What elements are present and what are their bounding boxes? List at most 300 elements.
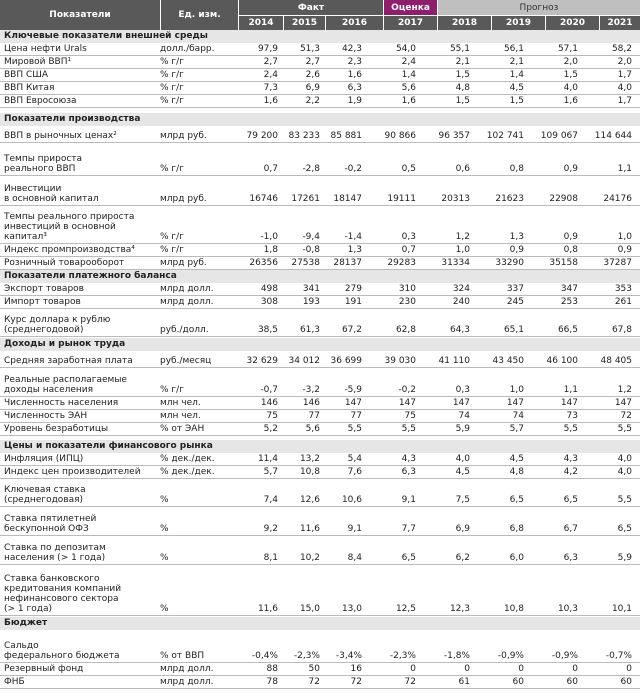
value-cell: 36 699	[330, 356, 362, 366]
value-cell: -5,9	[344, 385, 362, 395]
value-cell: 0	[518, 664, 524, 674]
table-row	[0, 206, 640, 244]
value-cell: 12,3	[449, 604, 470, 614]
value-cell: 10,2	[299, 553, 320, 563]
value-cell: 5,6	[401, 83, 416, 93]
value-cell: 4,0	[617, 454, 632, 464]
value-cell: 11,6	[257, 604, 278, 614]
value-cell: 43 450	[492, 356, 524, 366]
row-unit: млрд руб.	[160, 258, 207, 268]
value-cell: 96 357	[438, 131, 470, 141]
value-cell: 37287	[603, 258, 632, 268]
value-cell: 1,5	[563, 70, 578, 80]
value-cell: 28137	[333, 258, 362, 268]
table-row	[0, 536, 640, 565]
value-cell: 347	[560, 284, 578, 294]
row-label: Инфляция (ИПЦ)	[4, 454, 84, 464]
value-cell: 2,1	[455, 57, 470, 67]
value-cell: 79 200	[246, 131, 278, 141]
value-cell: 310	[398, 284, 416, 294]
row-label: ВВП Китая	[4, 83, 55, 93]
value-cell: 77	[308, 411, 320, 421]
value-cell: 12,6	[299, 495, 320, 505]
value-cell: 147	[614, 398, 632, 408]
value-cell: 10,6	[341, 495, 362, 505]
value-cell: 6,3	[401, 467, 416, 477]
row-label: Численность населения	[4, 398, 119, 408]
value-cell: 6,7	[563, 524, 578, 534]
section-heading: Ключевые показатели внешней среды	[0, 30, 640, 43]
value-cell: 1,6	[563, 96, 578, 106]
value-cell: 10,1	[611, 604, 632, 614]
value-cell: 10,8	[503, 604, 524, 614]
value-cell: -3,2	[302, 385, 320, 395]
value-cell: -1,0	[260, 232, 278, 242]
row-unit: руб./месяц	[160, 356, 212, 366]
row-unit: % от ЭАН	[160, 424, 205, 434]
header-year: 2016	[325, 15, 383, 30]
value-cell: -2,3%	[293, 651, 320, 661]
row-label: Уровень безработицы	[4, 424, 109, 434]
value-cell: 109 067	[540, 131, 578, 141]
value-cell: 147	[452, 398, 470, 408]
table-row	[0, 565, 640, 616]
table-row	[0, 397, 640, 410]
row-unit: млрд долл.	[160, 297, 214, 307]
header-unit: Ед. изм.	[160, 0, 238, 30]
value-cell: 72	[620, 411, 632, 421]
value-cell: 1,7	[617, 70, 632, 80]
value-cell: 90 866	[384, 131, 416, 141]
value-cell: 85 881	[330, 131, 362, 141]
value-cell: 67,8	[611, 325, 632, 335]
row-label: Реальные располагаемые доходы населения	[4, 375, 127, 395]
value-cell: 324	[452, 284, 470, 294]
value-cell: 1,3	[347, 245, 362, 255]
value-cell: 0,9	[509, 245, 524, 255]
row-label: ВВП США	[4, 70, 49, 80]
value-cell: 6,5	[617, 524, 632, 534]
value-cell: 51,3	[299, 44, 320, 54]
value-cell: 0	[464, 664, 470, 674]
value-cell: 2,4	[401, 57, 416, 67]
value-cell: 4,8	[455, 83, 470, 93]
value-cell: 1,3	[509, 232, 524, 242]
value-cell: -0,9%	[497, 651, 524, 661]
value-cell: 1,5	[455, 70, 470, 80]
value-cell: 240	[452, 297, 470, 307]
value-cell: 0,7	[263, 164, 278, 174]
value-cell: -9,4	[302, 232, 320, 242]
value-cell: 41 110	[438, 356, 470, 366]
row-unit: млрд руб.	[160, 194, 207, 204]
value-cell: 11,6	[299, 524, 320, 534]
value-cell: 42,3	[341, 44, 362, 54]
section-heading: Показатели платежного баланса	[0, 270, 640, 283]
value-cell: 72	[308, 677, 320, 687]
value-cell: 66,5	[557, 325, 578, 335]
value-cell: 6,9	[455, 524, 470, 534]
value-cell: 5,4	[347, 454, 362, 464]
row-label: Темпы реального прироста инвестиций в основной капитал³	[4, 212, 135, 242]
table-row	[0, 283, 640, 296]
value-cell: 29283	[387, 258, 416, 268]
value-cell: 6,3	[347, 83, 362, 93]
value-cell: 34 012	[288, 356, 320, 366]
row-label: Средняя заработная плата	[4, 356, 133, 366]
value-cell: 0,5	[401, 164, 416, 174]
value-cell: 8,1	[263, 553, 278, 563]
row-unit: %	[160, 553, 169, 563]
value-cell: 1,7	[617, 96, 632, 106]
value-cell: 1,5	[509, 96, 524, 106]
row-unit: % дек./дек.	[160, 454, 215, 464]
value-cell: 75	[266, 411, 278, 421]
row-label: ФНБ	[4, 677, 25, 687]
value-cell: 146	[302, 398, 320, 408]
value-cell: 147	[344, 398, 362, 408]
value-cell: 50	[308, 664, 320, 674]
value-cell: 2,3	[347, 57, 362, 67]
value-cell: 12,5	[395, 604, 416, 614]
value-cell: 72	[350, 677, 362, 687]
value-cell: 5,9	[617, 553, 632, 563]
value-cell: 6,0	[509, 553, 524, 563]
row-label: Цена нефти Urals	[4, 44, 87, 54]
table-row	[0, 507, 640, 536]
row-unit: млрд руб.	[160, 131, 207, 141]
value-cell: 31334	[441, 258, 470, 268]
value-cell: 58,2	[611, 44, 632, 54]
value-cell: 97,9	[257, 44, 278, 54]
value-cell: 0,9	[617, 245, 632, 255]
value-cell: 147	[398, 398, 416, 408]
value-cell: 7,3	[263, 83, 278, 93]
value-cell: 6,5	[563, 495, 578, 505]
value-cell: 7,7	[401, 524, 416, 534]
header-indicator: Показатели	[0, 0, 160, 30]
value-cell: 245	[506, 297, 524, 307]
value-cell: 0,9	[563, 164, 578, 174]
value-cell: 4,0	[617, 83, 632, 93]
value-cell: 0,3	[455, 385, 470, 395]
value-cell: 75	[404, 411, 416, 421]
table-row	[0, 82, 640, 95]
row-label: Численность ЭАН	[4, 411, 88, 421]
value-cell: 74	[458, 411, 470, 421]
value-cell: -2,8	[302, 164, 320, 174]
value-cell: 26356	[249, 258, 278, 268]
row-label: Индекс цен производителей	[4, 467, 141, 477]
value-cell: 57,1	[557, 44, 578, 54]
table-row	[0, 423, 640, 436]
value-cell: 48 405	[600, 356, 632, 366]
value-cell: 10,3	[557, 604, 578, 614]
row-unit: руб./долл.	[160, 325, 209, 335]
value-cell: -0,2	[344, 164, 362, 174]
table-row	[0, 56, 640, 69]
value-cell: 2,1	[509, 57, 524, 67]
row-unit: %	[160, 604, 169, 614]
value-cell: 5,7	[509, 424, 524, 434]
value-cell: 56,1	[503, 44, 524, 54]
table-row	[0, 453, 640, 466]
value-cell: -0,2	[398, 385, 416, 395]
value-cell: 13,2	[299, 454, 320, 464]
value-cell: 1,0	[455, 245, 470, 255]
row-label: Розничный товарооборот	[4, 258, 125, 268]
value-cell: 5,7	[263, 467, 278, 477]
value-cell: 61,3	[299, 325, 320, 335]
value-cell: 9,2	[263, 524, 278, 534]
row-unit: %	[160, 495, 169, 505]
value-cell: 4,8	[509, 467, 524, 477]
value-cell: 2,0	[617, 57, 632, 67]
value-cell: 13,0	[341, 604, 362, 614]
value-cell: 67,2	[341, 325, 362, 335]
value-cell: 193	[302, 297, 320, 307]
row-unit: % от ВВП	[160, 651, 205, 661]
value-cell: 62,8	[395, 325, 416, 335]
row-unit: % г/г	[160, 385, 184, 395]
row-label: Инвестиции в основной капитал	[4, 184, 99, 204]
value-cell: 308	[260, 297, 278, 307]
value-cell: 1,6	[401, 96, 416, 106]
value-cell: -3,4%	[335, 651, 362, 661]
table-row	[0, 676, 640, 689]
value-cell: 20313	[441, 194, 470, 204]
value-cell: 1,1	[617, 164, 632, 174]
value-cell: 73	[566, 411, 578, 421]
header-group-fact: Факт	[238, 0, 383, 15]
value-cell: 10,8	[299, 467, 320, 477]
value-cell: 4,0	[563, 83, 578, 93]
value-cell: 7,5	[455, 495, 470, 505]
value-cell: 114 644	[594, 131, 632, 141]
value-cell: 4,3	[563, 454, 578, 464]
table-row	[0, 466, 640, 479]
value-cell: 1,0	[617, 232, 632, 242]
table-row	[0, 95, 640, 108]
section-heading: Показатели производства	[0, 113, 640, 126]
value-cell: 1,2	[455, 232, 470, 242]
value-cell: 6,5	[509, 495, 524, 505]
value-cell: 1,0	[509, 385, 524, 395]
section-heading: Бюджет	[0, 617, 640, 630]
row-unit: % г/г	[160, 83, 184, 93]
row-label: Ставка банковского кредитования компаний нефинансового сектора (> 1 года)	[4, 574, 122, 614]
value-cell: 4,0	[617, 467, 632, 477]
value-cell: 0,7	[401, 245, 416, 255]
row-label: Импорт товаров	[4, 297, 81, 307]
value-cell: 2,2	[305, 96, 320, 106]
value-cell: 5,9	[455, 424, 470, 434]
header-year: 2015	[283, 15, 325, 30]
value-cell: 6,9	[305, 83, 320, 93]
row-label: ВВП в рыночных ценах²	[4, 131, 117, 141]
value-cell: 6,8	[509, 524, 524, 534]
section-heading: Доходы и рынок труда	[0, 338, 640, 351]
row-unit: % г/г	[160, 96, 184, 106]
value-cell: 4,2	[563, 467, 578, 477]
value-cell: 33290	[495, 258, 524, 268]
row-unit: % г/г	[160, 70, 184, 80]
value-cell: 7,4	[263, 495, 278, 505]
table-row	[0, 630, 640, 663]
value-cell: 46 100	[546, 356, 578, 366]
value-cell: 341	[302, 284, 320, 294]
value-cell: 146	[260, 398, 278, 408]
row-label: Мировой ВВП¹	[4, 57, 72, 67]
value-cell: 147	[560, 398, 578, 408]
value-cell: 5,5	[617, 495, 632, 505]
value-cell: 16746	[249, 194, 278, 204]
value-cell: 6,2	[455, 553, 470, 563]
section-heading: Цены и показатели финансового рынка	[0, 440, 640, 453]
value-cell: 353	[614, 284, 632, 294]
value-cell: 39 030	[384, 356, 416, 366]
value-cell: 18147	[333, 194, 362, 204]
value-cell: 17261	[291, 194, 320, 204]
value-cell: 15,0	[299, 604, 320, 614]
row-unit: % г/г	[160, 57, 184, 67]
row-label: Ставка по депозитам населения (> 1 года)	[4, 543, 106, 563]
row-unit: млрд долл.	[160, 284, 214, 294]
value-cell: 0,8	[509, 164, 524, 174]
value-cell: 55,1	[449, 44, 470, 54]
value-cell: 4,5	[509, 83, 524, 93]
value-cell: -0,4%	[251, 651, 278, 661]
value-cell: 32 629	[246, 356, 278, 366]
row-unit: % г/г	[160, 232, 184, 242]
value-cell: 0	[410, 664, 416, 674]
row-unit: % г/г	[160, 245, 184, 255]
table-row	[0, 69, 640, 82]
table-row	[0, 663, 640, 676]
value-cell: 0,8	[563, 245, 578, 255]
table-row	[0, 143, 640, 176]
value-cell: 38,5	[257, 325, 278, 335]
value-cell: 4,5	[509, 454, 524, 464]
table-row	[0, 257, 640, 270]
row-unit: % г/г	[160, 164, 184, 174]
value-cell: 1,4	[509, 70, 524, 80]
value-cell: 78	[266, 677, 278, 687]
value-cell: 0,3	[401, 232, 416, 242]
value-cell: 11,4	[257, 454, 278, 464]
row-label: Индекс промпроизводства⁴	[4, 245, 135, 255]
table-row	[0, 176, 640, 206]
header-year: 2017	[383, 15, 437, 30]
table-row	[0, 296, 640, 309]
value-cell: 1,9	[347, 96, 362, 106]
value-cell: 83 233	[288, 131, 320, 141]
table-row	[0, 309, 640, 337]
header-group-forecast: Прогноз	[437, 0, 640, 15]
row-label: Темпы прироста реального ВВП	[4, 154, 83, 174]
value-cell: 64,3	[449, 325, 470, 335]
value-cell: 24176	[603, 194, 632, 204]
row-label: Сальдо федерального бюджета	[4, 641, 120, 661]
table-row	[0, 410, 640, 423]
value-cell: 5,2	[263, 424, 278, 434]
value-cell: -2,3%	[389, 651, 416, 661]
value-cell: 2,7	[305, 57, 320, 67]
table-row	[0, 43, 640, 56]
value-cell: 9,1	[401, 495, 416, 505]
value-cell: 2,7	[263, 57, 278, 67]
value-cell: 65,1	[503, 325, 524, 335]
value-cell: -0,7%	[605, 651, 632, 661]
value-cell: 4,5	[455, 467, 470, 477]
value-cell: 0	[626, 664, 632, 674]
value-cell: 1,5	[455, 96, 470, 106]
table-row	[0, 351, 640, 368]
row-label: Ставка пятилетней бескупонной ОФЗ	[4, 514, 97, 534]
value-cell: 5,6	[305, 424, 320, 434]
value-cell: 147	[506, 398, 524, 408]
value-cell: 60	[566, 677, 578, 687]
value-cell: 9,1	[347, 524, 362, 534]
value-cell: -1,8%	[443, 651, 470, 661]
row-label: Экспорт товаров	[4, 284, 84, 294]
value-cell: 0,9	[563, 232, 578, 242]
value-cell: 253	[560, 297, 578, 307]
value-cell: 19111	[387, 194, 416, 204]
value-cell: 35158	[549, 258, 578, 268]
value-cell: -0,9%	[551, 651, 578, 661]
row-unit: % дек./дек.	[160, 467, 215, 477]
value-cell: 22908	[549, 194, 578, 204]
value-cell: 2,6	[305, 70, 320, 80]
value-cell: 261	[614, 297, 632, 307]
value-cell: 21623	[495, 194, 524, 204]
row-unit: долл./барр.	[160, 44, 215, 54]
value-cell: 6,3	[563, 553, 578, 563]
value-cell: 5,5	[563, 424, 578, 434]
value-cell: 102 741	[486, 131, 524, 141]
header-year: 2019	[491, 15, 545, 30]
row-unit: млрд долл.	[160, 677, 214, 687]
value-cell: 337	[506, 284, 524, 294]
value-cell: 60	[512, 677, 524, 687]
value-cell: 16	[350, 664, 362, 674]
value-cell: 498	[260, 284, 278, 294]
row-unit: млн чел.	[160, 411, 201, 421]
value-cell: 60	[620, 677, 632, 687]
value-cell: 5,5	[401, 424, 416, 434]
value-cell: -0,7	[260, 385, 278, 395]
value-cell: 191	[344, 297, 362, 307]
table-row	[0, 368, 640, 397]
value-cell: 54,0	[395, 44, 416, 54]
row-label: Курс доллара к рублю (среднегодовой)	[4, 315, 111, 335]
header-group-estimate: Оценка	[383, 0, 437, 15]
value-cell: 2,0	[563, 57, 578, 67]
row-label: Ключевая ставка (среднегодовая)	[4, 485, 86, 505]
value-cell: 279	[344, 284, 362, 294]
value-cell: 27538	[291, 258, 320, 268]
value-cell: 1,2	[617, 385, 632, 395]
value-cell: 1,4	[401, 70, 416, 80]
header-year: 2021	[599, 15, 640, 30]
row-label: Резервный фонд	[4, 664, 84, 674]
table-row	[0, 479, 640, 507]
table-row	[0, 126, 640, 143]
header-year: 2014	[238, 15, 283, 30]
value-cell: 6,5	[401, 553, 416, 563]
value-cell: -1,4	[344, 232, 362, 242]
